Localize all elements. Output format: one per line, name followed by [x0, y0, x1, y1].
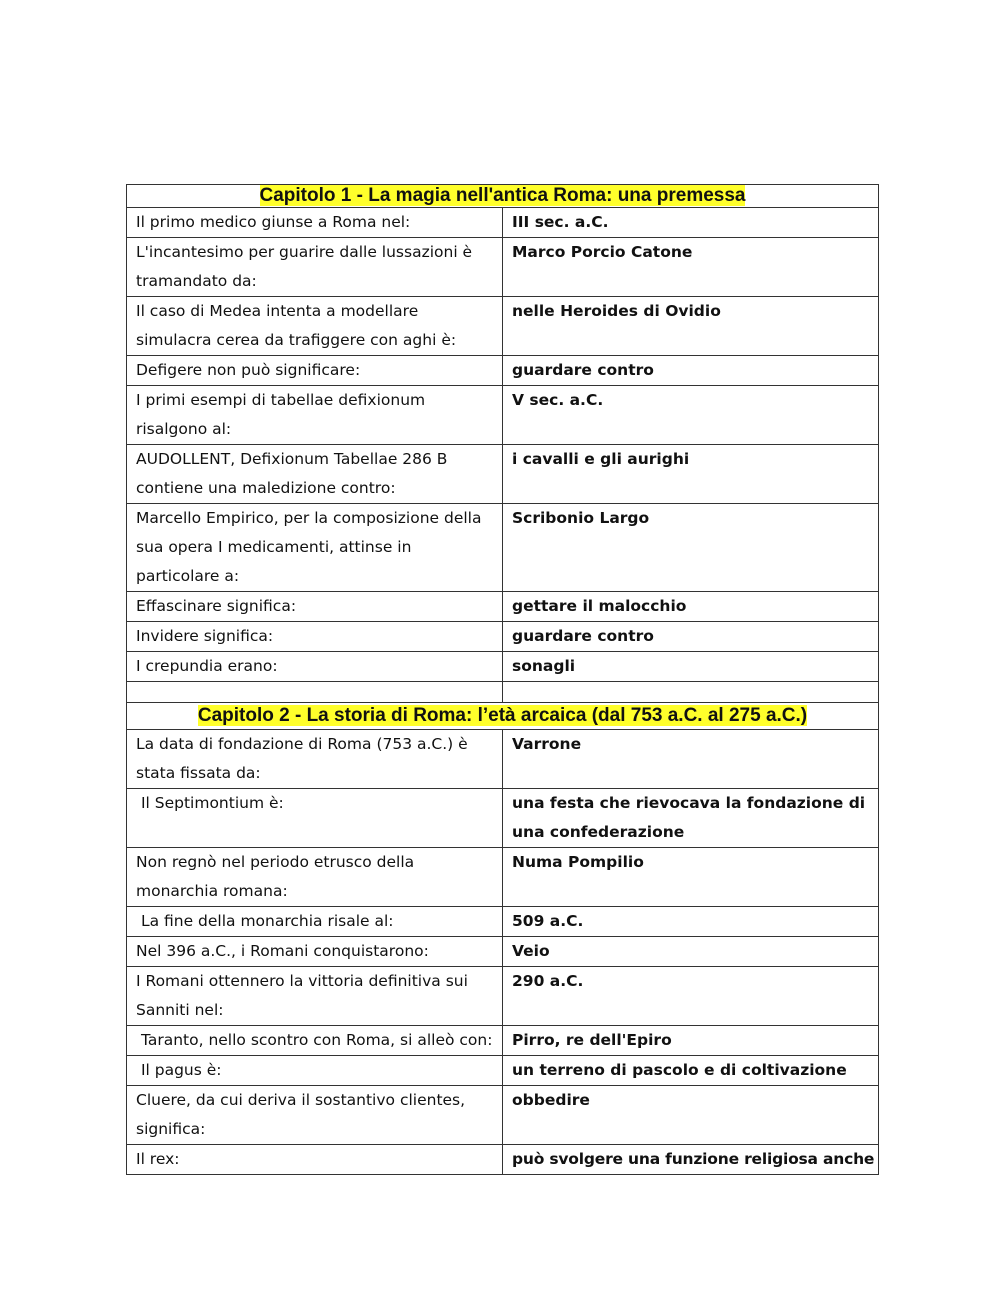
answer-cell: Varrone	[503, 730, 879, 789]
question-cell: La fine della monarchia risale al:	[127, 907, 503, 937]
table-row	[127, 445, 879, 504]
table-row	[127, 652, 879, 682]
answer-cell: sonagli	[503, 652, 879, 682]
question-cell: Il Septimontium è:	[127, 789, 503, 848]
question-cell: Non regnò nel periodo etrusco della monarchia romana:	[127, 848, 503, 907]
answer-cell: III sec. a.C.	[503, 208, 879, 238]
answer-cell: 509 a.C.	[503, 907, 879, 937]
table-row	[127, 297, 879, 356]
quiz-table	[126, 184, 879, 1175]
chapter-2-title: Capitolo 2 - La storia di Roma: l’età arcaica (dal 753 a.C. al 275 a.C.)	[197, 705, 808, 726]
table-row	[127, 386, 879, 445]
answer-cell: gettare il malocchio	[503, 592, 879, 622]
question-cell: I primi esempi di tabellae defixionum risalgono al:	[127, 386, 503, 445]
answer-cell: obbedire	[503, 1086, 879, 1145]
answer-cell: i cavalli e gli aurighi	[503, 445, 879, 504]
answer-cell: 290 a.C.	[503, 967, 879, 1026]
empty-cell	[503, 682, 879, 703]
table-row	[127, 1026, 879, 1056]
empty-row	[127, 682, 879, 703]
question-cell: Effascinare significa:	[127, 592, 503, 622]
answer-cell: Pirro, re dell'Epiro	[503, 1026, 879, 1056]
answer-cell: Marco Porcio Catone	[503, 238, 879, 297]
table-row	[127, 937, 879, 967]
question-cell: Invidere significa:	[127, 622, 503, 652]
question-cell: Cluere, da cui deriva il sostantivo clientes, significa:	[127, 1086, 503, 1145]
answer-cell: Numa Pompilio	[503, 848, 879, 907]
chapter-2-header-row	[127, 703, 879, 730]
answer-cell: Scribonio Largo	[503, 504, 879, 592]
quiz-sheet	[126, 184, 879, 1175]
chapter-1-title: Capitolo 1 - La magia nell'antica Roma: una premessa	[259, 185, 746, 206]
table-row	[127, 730, 879, 789]
question-cell: Il pagus è:	[127, 1056, 503, 1086]
chapter-2-title-cell	[127, 703, 879, 730]
question-cell: Defigere non può significare:	[127, 356, 503, 386]
question-cell: Il rex:	[127, 1145, 503, 1175]
answer-cell: una festa che rievocava la fondazione di una confederazione	[503, 789, 879, 848]
table-row	[127, 1056, 879, 1086]
chapter-1-title-cell	[127, 185, 879, 208]
table-row	[127, 592, 879, 622]
empty-cell	[127, 682, 503, 703]
table-row	[127, 848, 879, 907]
question-cell: I Romani ottennero la vittoria definitiva sui Sanniti nel:	[127, 967, 503, 1026]
question-cell: Il primo medico giunse a Roma nel:	[127, 208, 503, 238]
answer-cell: V sec. a.C.	[503, 386, 879, 445]
question-cell: Il caso di Medea intenta a modellare simulacra cerea da trafiggere con aghi è:	[127, 297, 503, 356]
answer-cell: guardare contro	[503, 356, 879, 386]
chapter-1-header-row	[127, 185, 879, 208]
question-cell: AUDOLLENT, Defixionum Tabellae 286 B contiene una maledizione contro:	[127, 445, 503, 504]
table-row	[127, 907, 879, 937]
answer-cell: nelle Heroides di Ovidio	[503, 297, 879, 356]
table-row	[127, 967, 879, 1026]
question-cell: L'incantesimo per guarire dalle lussazioni è tramandato da:	[127, 238, 503, 297]
question-cell: La data di fondazione di Roma (753 a.C.) è stata fissata da:	[127, 730, 503, 789]
question-cell: Taranto, nello scontro con Roma, si alleò con:	[127, 1026, 503, 1056]
answer-cell: un terreno di pascolo e di coltivazione	[503, 1056, 879, 1086]
table-row	[127, 238, 879, 297]
answer-cell: guardare contro	[503, 622, 879, 652]
question-cell: I crepundia erano:	[127, 652, 503, 682]
table-row	[127, 1086, 879, 1145]
answer-cell: può svolgere una funzione religiosa anche	[503, 1145, 879, 1175]
table-row	[127, 208, 879, 238]
question-cell: Marcello Empirico, per la composizione della sua opera I medicamenti, attinse in particolare a:	[127, 504, 503, 592]
table-row	[127, 1145, 879, 1175]
table-row	[127, 789, 879, 848]
question-cell: Nel 396 a.C., i Romani conquistarono:	[127, 937, 503, 967]
answer-cell: Veio	[503, 937, 879, 967]
table-row	[127, 622, 879, 652]
table-row	[127, 356, 879, 386]
table-row	[127, 504, 879, 592]
